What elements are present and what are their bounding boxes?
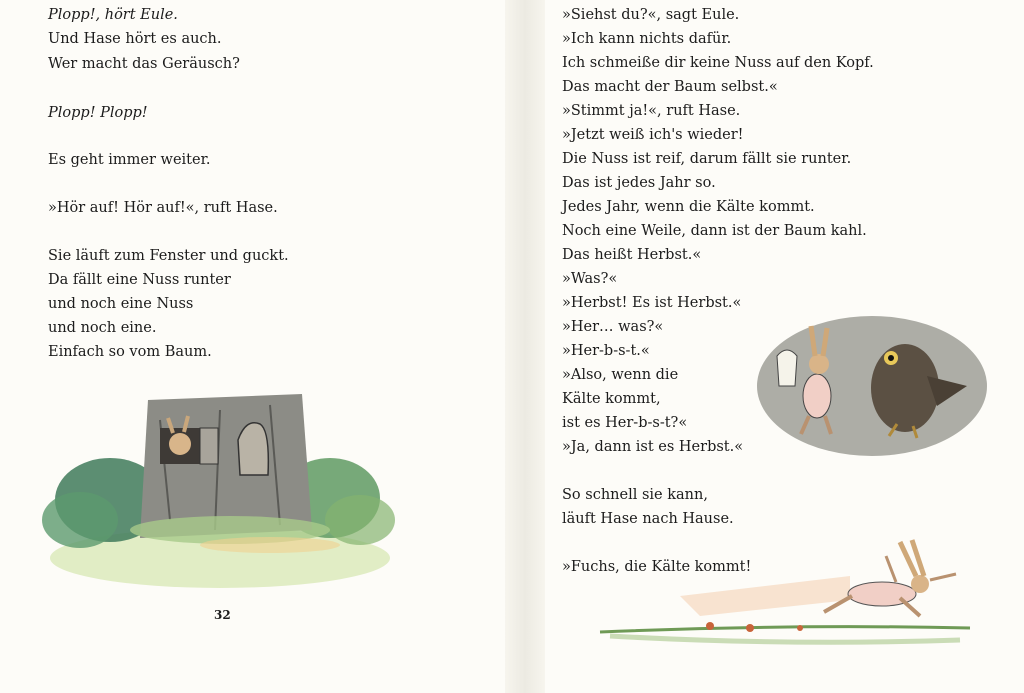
text-line: Das ist jedes Jahr so. <box>562 175 716 191</box>
left-page <box>0 0 505 693</box>
text-line: Sie läuft zum Fenster und guckt. <box>48 248 289 264</box>
text-line: »Fuchs, die Kälte kommt! <box>562 559 752 575</box>
tree-stump-with-window-icon <box>40 380 400 600</box>
text-line: Ich schmeiße dir keine Nuss auf den Kopf. <box>562 55 874 71</box>
text-line: ist es Her-b-s-t?« <box>562 415 688 431</box>
text-line: Kälte kommt, <box>562 391 661 407</box>
page-number: 32 <box>214 608 231 622</box>
text-line: Die Nuss ist reif, darum fällt sie runter. <box>562 151 852 167</box>
right-page <box>545 0 1024 693</box>
text-line: »Siehst du?«, sagt Eule. <box>562 7 740 23</box>
text-line: »Hör auf! Hör auf!«, ruft Hase. <box>48 200 278 216</box>
text-line: Jedes Jahr, wenn die Kälte kommt. <box>562 199 815 215</box>
text-line: »Herbst! Es ist Herbst.« <box>562 295 742 311</box>
text-line: »Her… was?« <box>562 319 664 335</box>
text-line: »Ja, dann ist es Herbst.« <box>562 439 744 455</box>
text-line: und noch eine. <box>48 320 157 336</box>
text-line: »Her-b-s-t.« <box>562 343 650 359</box>
text-line: So schnell sie kann, <box>562 487 708 503</box>
text-line: Noch eine Weile, dann ist der Baum kahl. <box>562 223 867 239</box>
text-line: »Ich kann nichts dafür. <box>562 31 732 47</box>
text-line: »Jetzt weiß ich's wieder! <box>562 127 744 143</box>
hare-and-owl-icon <box>757 306 987 456</box>
text-line: und noch eine Nuss <box>48 296 194 312</box>
text-line: »Also, wenn die <box>562 367 679 383</box>
text-line: Das heißt Herbst.« <box>562 247 702 263</box>
text-line: Plopp! Plopp! <box>48 105 148 121</box>
text-line: »Stimmt ja!«, ruft Hase. <box>562 103 741 119</box>
text-line: Es geht immer weiter. <box>48 152 211 168</box>
running-hare-icon <box>600 536 980 660</box>
text-line: Plopp!, hört Eule. <box>48 7 178 23</box>
text-line: Wer macht das Geräusch? <box>48 56 240 72</box>
text-line: »Was?« <box>562 271 618 287</box>
text-line: läuft Hase nach Hause. <box>562 511 734 527</box>
text-line: Da fällt eine Nuss runter <box>48 272 231 288</box>
book-gutter <box>505 0 545 693</box>
text-line: Und Hase hört es auch. <box>48 31 222 47</box>
text-line: Das macht der Baum selbst.« <box>562 79 778 95</box>
text-line: Einfach so vom Baum. <box>48 344 212 360</box>
